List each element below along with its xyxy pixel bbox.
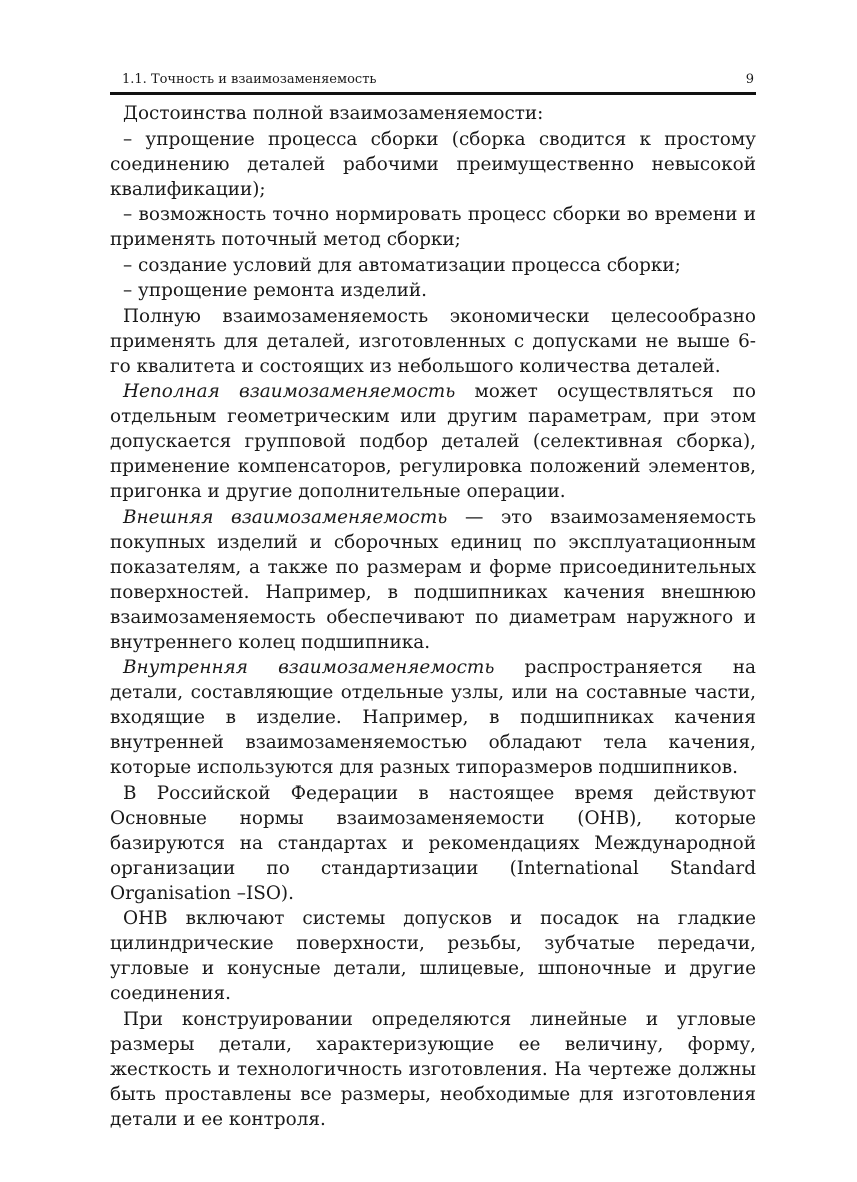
term-partial: Неполная взаимозаменяемость xyxy=(123,381,456,402)
paragraph-internal-interchangeability xyxy=(110,655,756,780)
book-page xyxy=(110,72,756,1132)
paragraph-advantages-intro: Достоинства полной взаимозаменяемости: xyxy=(123,103,544,124)
list-item-time-norming: – возможность точно нормировать процесс сборки во времени и применять поточный метод сборки; xyxy=(110,204,756,250)
paragraph-partial-interchangeability xyxy=(110,379,756,504)
text-partial: может осуществляться по отдельным геометрическим или другим параметрам, при этом допускается групповой подбор деталей (селективная сборка), применение компенсаторов, регулировка положений элементов, пригонка и другие дополнительные операции. xyxy=(110,381,756,502)
paragraph-full-interchangeability: Полную взаимозаменяемость экономически целесообразно применять для деталей, изготовленных с допусками не выше 6-го квалитета и состоящих из небольшого количества деталей. xyxy=(110,305,756,377)
paragraph-onv-systems: ОНВ включают системы допусков и посадок на гладкие цилиндрические поверхности, резьбы, зубчатые передачи, угловые и конусные детали, шлицевые, шпоночные и другие соединения. xyxy=(110,908,756,1004)
paragraph-external-interchangeability xyxy=(110,505,756,655)
header-rule xyxy=(110,92,756,95)
text-internal: распространяется на детали, составляющие отдельные узлы, или на составные части, входящие в изделие. Например, в подшипниках качения внутренней взаимозаменяемостью обладают тела качения, которые используются для разных типоразмеров подшипников. xyxy=(110,657,756,778)
body-text xyxy=(110,101,756,1132)
term-external: Внешняя взаимозаменяемость xyxy=(123,506,448,528)
running-header xyxy=(110,72,756,92)
list-item-repair: – упрощение ремонта изделий. xyxy=(123,280,428,301)
text-external: — это взаимозаменяемость покупных изделий и сборочных единиц по эксплуатационным показателям, а также по размерам и форме присоединительных поверхностей. Например, в подшипниках качения внешнюю взаимозаменяемость обеспечивают по диаметрам наружного и внутреннего колец подшипника. xyxy=(110,506,756,653)
page-number: 9 xyxy=(745,72,754,87)
term-internal: Внутренняя взаимозаменяемость xyxy=(123,657,495,678)
section-title: 1.1. Точность и взаимозаменяемость xyxy=(122,72,377,87)
list-item-assembly-simplification: – упрощение процесса сборки (сборка сводится к простому соединению деталей рабочими преимущественно невысокой квалификации); xyxy=(110,128,756,200)
list-item-automation: – создание условий для автоматизации процесса сборки; xyxy=(123,254,681,276)
paragraph-design-dimensions: При конструировании определяются линейные и угловые размеры детали, характеризующие ее величину, форму, жесткость и технологичность изготовления. На чертеже должны быть проставлены все размеры, необходимые для изготовления детали и ее контроля. xyxy=(110,1008,756,1130)
paragraph-onv: В Российской Федерации в настоящее время действуют Основные нормы взаимозаменяемости (ОНВ), которые базируются на стандартах и рекомендациях Международной организации по стандартизации (International Standard Organisation –ISO). xyxy=(110,782,756,904)
